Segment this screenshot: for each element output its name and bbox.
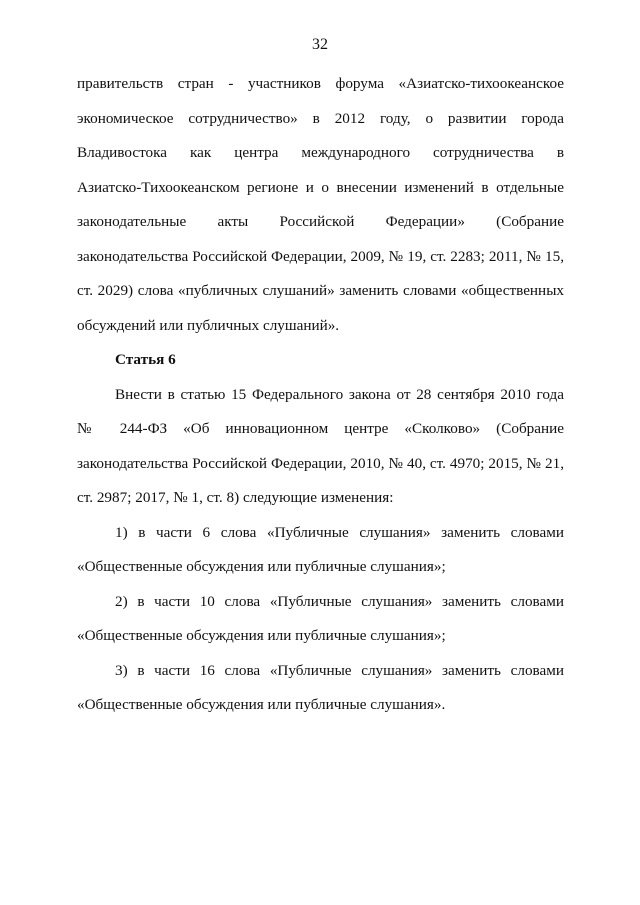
list-item-line: «Общественные обсуждения или публичные слушания»;	[77, 558, 446, 575]
list-item-line: «Общественные обсуждения или публичные слушания».	[77, 696, 446, 713]
list-item-line: «Общественные обсуждения или публичные слушания»;	[77, 627, 446, 644]
paragraph-line: экономическое сотрудничество» в 2012 году, о развитии города	[77, 110, 564, 127]
paragraph-line: ст. 2987; 2017, № 1, ст. 8) следующие изменения:	[77, 489, 394, 506]
list-item-line: 1) в части 6 слова «Публичные слушания» заменить словами	[115, 524, 564, 541]
paragraph-line: Владивостока как центра международного сотрудничества в	[77, 144, 564, 161]
paragraph-line: правительств стран - участников форума «Азиатско-тихоокеанское	[77, 75, 564, 92]
paragraph-line: № 244-ФЗ «Об инновационном центре «Сколково» (Собрание	[77, 420, 564, 437]
article-heading: Статья 6	[115, 351, 176, 368]
page-number: 32	[312, 36, 328, 53]
paragraph-line: законодательства Российской Федерации, 2009, № 19, ст. 2283; 2011, № 15,	[77, 248, 564, 265]
paragraph-line: обсуждений или публичных слушаний».	[77, 317, 340, 334]
paragraph-line: ст. 2029) слова «публичных слушаний» заменить словами «общественных	[77, 282, 564, 299]
paragraph-line: законодательства Российской Федерации, 2010, № 40, ст. 4970; 2015, № 21,	[77, 455, 564, 472]
list-item-line: 3) в части 16 слова «Публичные слушания» заменить словами	[115, 662, 564, 679]
list-item-line: 2) в части 10 слова «Публичные слушания» заменить словами	[115, 593, 564, 610]
paragraph-line: законодательные акты Российской Федерации» (Собрание	[77, 213, 564, 230]
paragraph-line: Азиатско-Тихоокеанском регионе и о внесении изменений в отдельные	[77, 179, 564, 196]
paragraph-line: Внести в статью 15 Федерального закона от 28 сентября 2010 года	[115, 386, 564, 403]
